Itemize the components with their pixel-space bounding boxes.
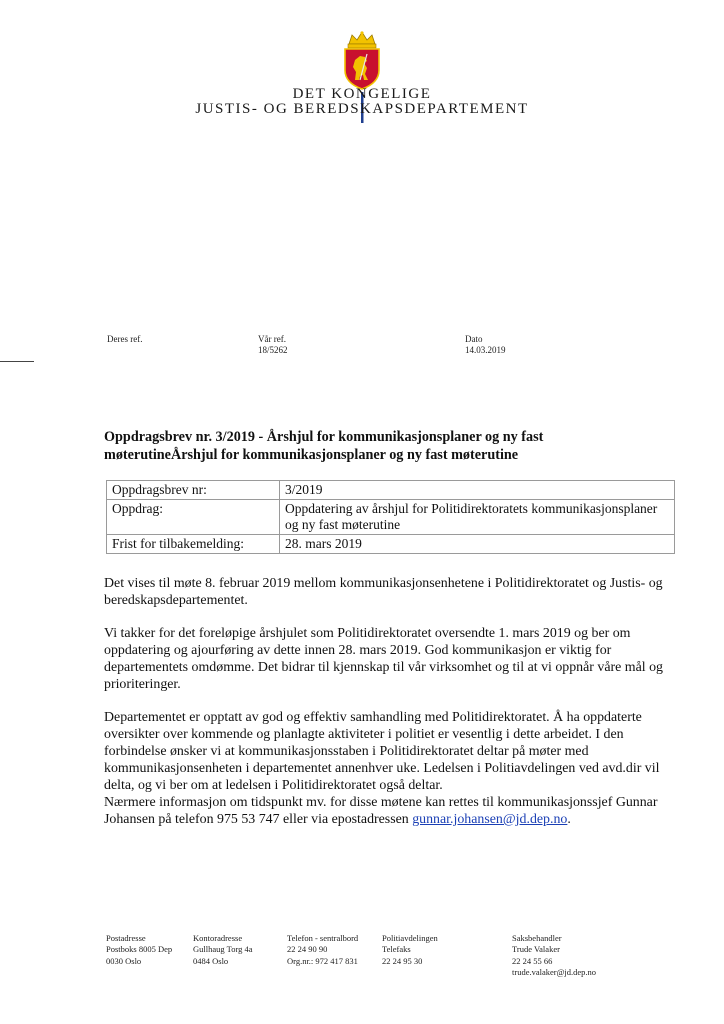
contact-text: Nærmere informasjon om tidspunkt mv. for disse møtene kan rettes til kommunikasjonssjef Gunnar Johansen på telefon 975 53 747 eller via epostadressen bbox=[104, 795, 658, 827]
table-label: Oppdrag: bbox=[107, 500, 280, 535]
footer-heading: Politiavdelingen bbox=[382, 933, 438, 943]
footer-phone bbox=[287, 933, 358, 967]
footer-line: 22 24 55 66 bbox=[512, 955, 553, 966]
footer-line: Trude Valaker bbox=[512, 944, 560, 955]
department-logo-line2: JUSTIS- OG BEREDSKAPSDEPARTEMENT bbox=[195, 101, 529, 117]
date-label: Dato bbox=[465, 334, 483, 344]
table-value: Oppdatering av årshjul for Politidirektoratets kommunikasjonsplaner og ny fast møterutine bbox=[280, 500, 675, 535]
var-ref-value: 18/5262 bbox=[258, 345, 288, 355]
letter-body bbox=[104, 575, 664, 828]
footer-line: Gullhaug Torg 4a bbox=[193, 944, 253, 955]
footer-line: 22 24 95 30 bbox=[382, 955, 423, 966]
body-paragraph: Vi takker for det foreløpige årshjulet som Politidirektoratet oversendte 1. mars 2019 og ber om oppdatering og ajourføring av dette innen 28. mars 2019. God kommunikasjon er viktig for departementets omdømme. Det bidrar til kjennskap til vår virksomhet og til at vi oppnår våre mål og prioriteringer. bbox=[104, 626, 663, 692]
footer-line: Postboks 8005 Dep bbox=[106, 944, 173, 955]
body-paragraph-contact bbox=[104, 794, 664, 828]
table-value: 3/2019 bbox=[280, 481, 675, 500]
period: . bbox=[567, 812, 571, 827]
table-value: 28. mars 2019 bbox=[280, 535, 675, 554]
table-row bbox=[107, 500, 675, 535]
fold-mark bbox=[0, 361, 34, 362]
date-value: 14.03.2019 bbox=[465, 345, 506, 355]
footer-postal-address bbox=[106, 933, 172, 967]
table-row bbox=[107, 481, 675, 500]
footer-line: Org.nr.: 972 417 831 bbox=[287, 955, 358, 966]
footer-email[interactable]: trude.valaker@jd.dep.no bbox=[512, 966, 597, 977]
var-ref-label: Vår ref. bbox=[258, 334, 286, 344]
date-block bbox=[465, 334, 506, 356]
footer-heading: Telefon - sentralbord bbox=[287, 933, 359, 943]
footer-line: 0484 Oslo bbox=[193, 955, 229, 966]
footer-office-address bbox=[193, 933, 253, 967]
footer-line: Telefaks bbox=[382, 944, 411, 955]
table-label: Oppdragsbrev nr: bbox=[107, 481, 280, 500]
letter-title: Oppdragsbrev nr. 3/2019 - Årshjul for kommunikasjonsplaner og ny fast møterutineÅrshjul for kommunikasjonsplaner og ny fast møterutine bbox=[104, 429, 544, 463]
footer-police-department bbox=[382, 933, 438, 967]
footer-line: 22 24 90 90 bbox=[287, 944, 328, 955]
department-logo-line1: DET KONGELIGE bbox=[292, 86, 432, 102]
email-link[interactable]: gunnar.johansen@jd.dep.no bbox=[412, 812, 568, 827]
footer-heading: Postadresse bbox=[106, 933, 146, 943]
var-ref-block bbox=[258, 334, 288, 356]
deres-ref-label: Deres ref. bbox=[107, 334, 143, 344]
body-paragraph: Det vises til møte 8. februar 2019 mellom kommunikasjonsenhetene i Politidirektoratet og Justis- og beredskapsdepartementet. bbox=[104, 576, 663, 608]
table-row bbox=[107, 535, 675, 554]
body-paragraph: Departementet er opptatt av god og effektiv samhandling med Politidirektoratet. Å ha oppdaterte oversikter over kommende og planlagte aktiviteter i politiet er vesentlig i dette arbeidet. I den forbindelse ønsker vi at kommunikasjonsstaben i Politidirektoratet deltar på møter med kommunikasjonsenheten i departementet annenhver uke. Ledelsen i Politiavdelingen ved avd.dir vil delta, og vi ber om at ledelsen i Politidirektoratet også deltar. bbox=[104, 710, 660, 793]
table-label: Frist for tilbakemelding: bbox=[107, 535, 280, 554]
footer-line: 0030 Oslo bbox=[106, 955, 142, 966]
assignment-table bbox=[106, 480, 675, 554]
footer-case-handler bbox=[512, 933, 596, 978]
footer-heading: Saksbehandler bbox=[512, 933, 562, 943]
footer-heading: Kontoradresse bbox=[193, 933, 243, 943]
